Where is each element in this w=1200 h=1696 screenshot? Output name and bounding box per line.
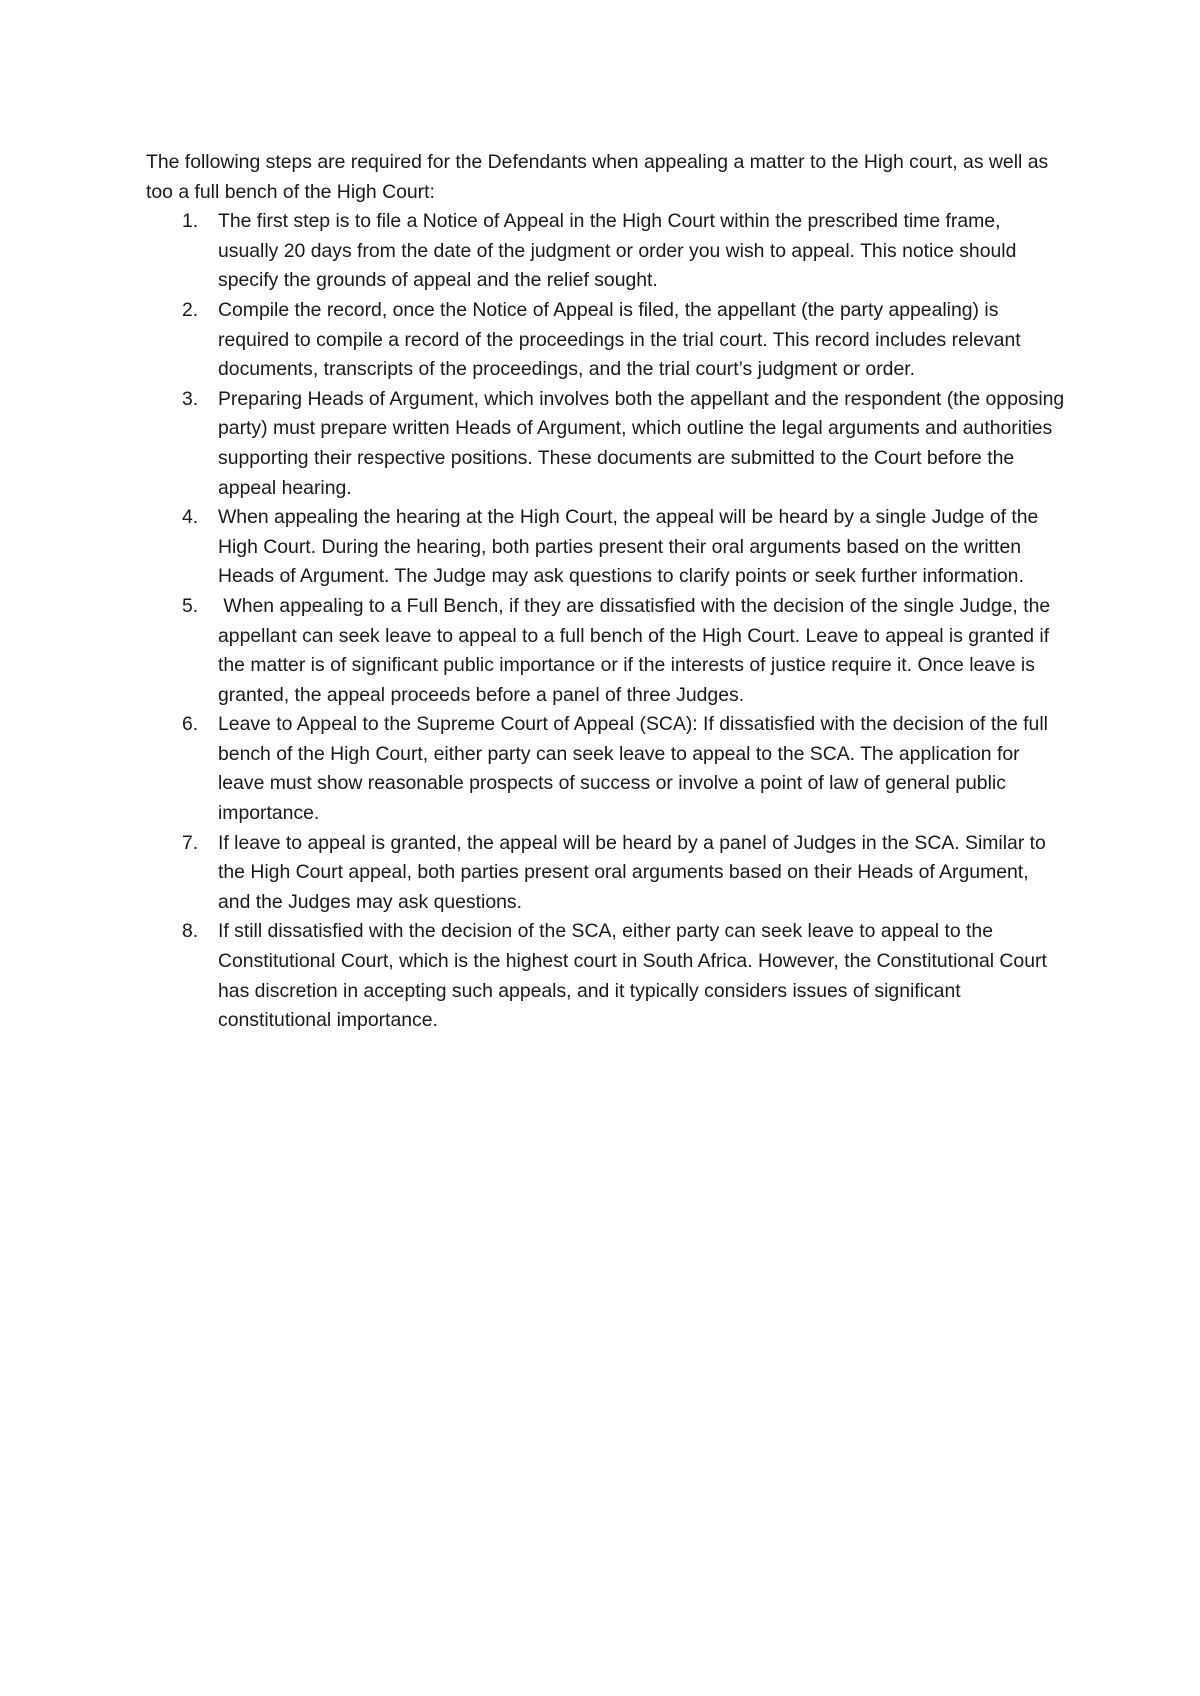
step-text: If still dissatisfied with the decision of the SCA, either party can seek leave to appeal to the Constitutional Court, which is the highest court in South Africa. However, the Constitutional Court has discretion in accepting such appeals, and it typically considers issues of significant constitutional importance. <box>218 920 1047 1032</box>
steps-list <box>146 207 1066 1036</box>
list-item <box>146 385 1066 503</box>
document-body <box>146 148 1066 1036</box>
step-text: When appealing to a Full Bench, if they are dissatisfied with the decision of the single Judge, the appellant can seek leave to appeal to a full bench of the High Court. Leave to appeal is granted if the matter is of significant public importance or if the interests of justice require it. Once leave is granted, the appeal proceeds before a panel of three Judges. <box>218 594 1056 706</box>
step-number: 6. <box>182 713 199 736</box>
list-item <box>146 296 1066 385</box>
step-text: Preparing Heads of Argument, which involves both the appellant and the respondent (the opposing party) must prepare written Heads of Argument, which outline the legal arguments and authorities supporting their respective positions. These documents are submitted to the Court before the appeal hearing. <box>218 387 1065 499</box>
step-text: Leave to Appeal to the Supreme Court of Appeal (SCA): If dissatisfied with the decision of the full bench of the High Court, either party can seek leave to appeal to the SCA. The application for leave must show reasonable prospects of success or involve a point of law of general public importance. <box>218 713 1048 825</box>
step-text: If leave to appeal is granted, the appeal will be heard by a panel of Judges in the SCA. Similar to the High Court appeal, both parties present oral arguments based on their Heads of Argument, and the Judges may ask questions. <box>218 831 1046 913</box>
list-item <box>146 592 1066 710</box>
list-item <box>146 207 1066 296</box>
step-number: 2. <box>182 298 199 321</box>
list-item <box>146 710 1066 828</box>
step-number: 5. <box>182 594 199 617</box>
step-text: The first step is to file a Notice of Appeal in the High Court within the prescribed time frame, usually 20 days from the date of the judgment or order you wish to appeal. This notice should specify the grounds of appeal and the relief sought. <box>218 210 1017 292</box>
intro-paragraph: The following steps are required for the Defendants when appealing a matter to the High court, as well as too a full bench of the High Court: <box>146 151 1049 203</box>
step-number: 3. <box>182 387 199 410</box>
step-number: 1. <box>182 210 199 233</box>
step-number: 7. <box>182 831 199 854</box>
step-number: 8. <box>182 920 199 943</box>
step-text: When appealing the hearing at the High Court, the appeal will be heard by a single Judge of the High Court. During the hearing, both parties present their oral arguments based on the written Heads of Argument. The Judge may ask questions to clarify points or seek further information. <box>218 506 1039 588</box>
step-number: 4. <box>182 506 199 529</box>
list-item <box>146 829 1066 918</box>
list-item <box>146 503 1066 592</box>
step-text: Compile the record, once the Notice of Appeal is filed, the appellant (the party appealing) is required to compile a record of the proceedings in the trial court. This record includes relevant documents, transcripts of the proceedings, and the trial court’s judgment or order. <box>218 298 1021 381</box>
list-item <box>146 917 1066 1035</box>
